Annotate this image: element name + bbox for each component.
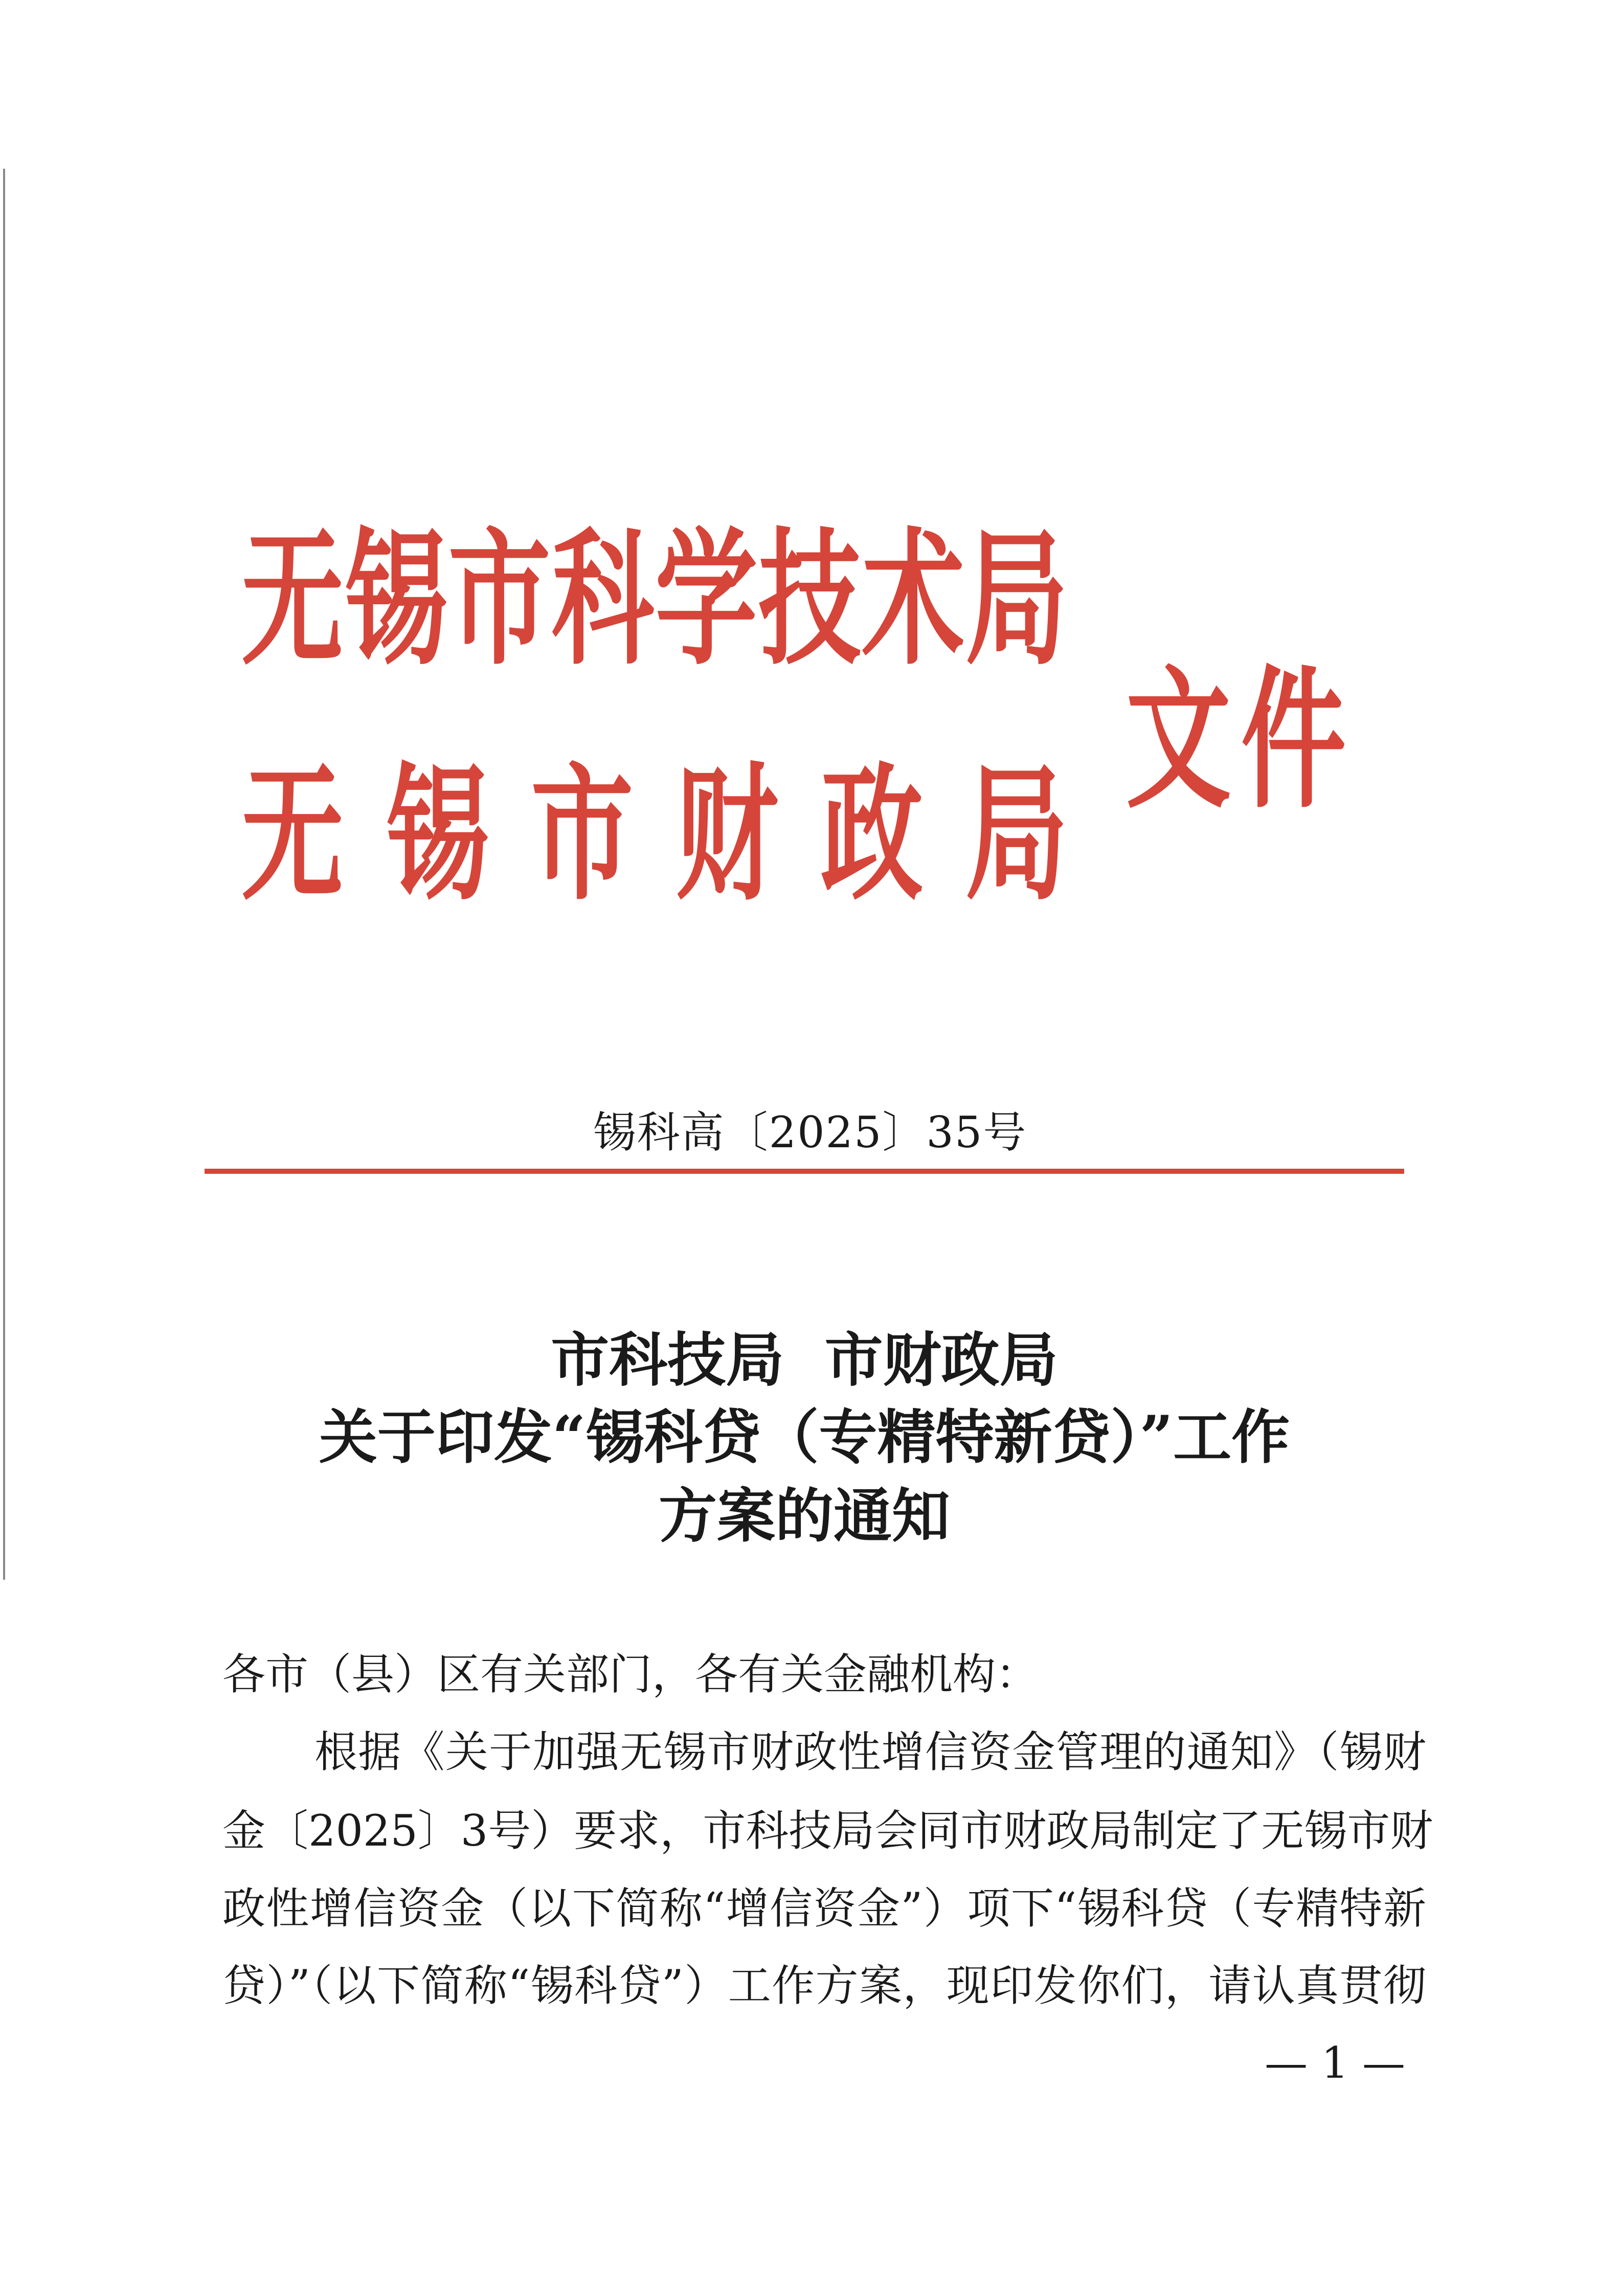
body-line: 根据《关于加强无锡市财政性增信资金管理的通知》（锡财 — [314, 1727, 1426, 1777]
body-line: 贷）”（以下简称“锡科贷”）工作方案，现印发你们，请认真贯彻 — [222, 1961, 1426, 2011]
header-doc-type: 文件 — [1126, 651, 1346, 829]
title-line-2: 关于印发“锡科贷（专精特新贷）”工作 — [319, 1403, 1290, 1471]
red-divider — [205, 1169, 1404, 1174]
salutation: 各市（县）区有关部门，各有关金融机构： — [222, 1649, 1039, 1699]
scan-edge-artifact — [3, 169, 5, 1580]
body-line: 政性增信资金（以下简称“增信资金”）项下“锡科贷（专精特新 — [222, 1883, 1426, 1934]
body-line: 金〔2025〕3号）要求，市科技局会同市财政局制定了无锡市财 — [222, 1806, 1433, 1856]
header-org-2: 无锡市财政局 — [241, 748, 1068, 921]
page-number: — 1 — — [1265, 2038, 1405, 2088]
title-line-3: 方案的通知 — [658, 1482, 950, 1550]
document-number: 锡科高〔2025〕35号 — [593, 1107, 1027, 1157]
header-org-1: 无锡市科学技术局 — [241, 513, 1068, 686]
title-line-1: 市科技局 市财政局 — [551, 1326, 1058, 1394]
